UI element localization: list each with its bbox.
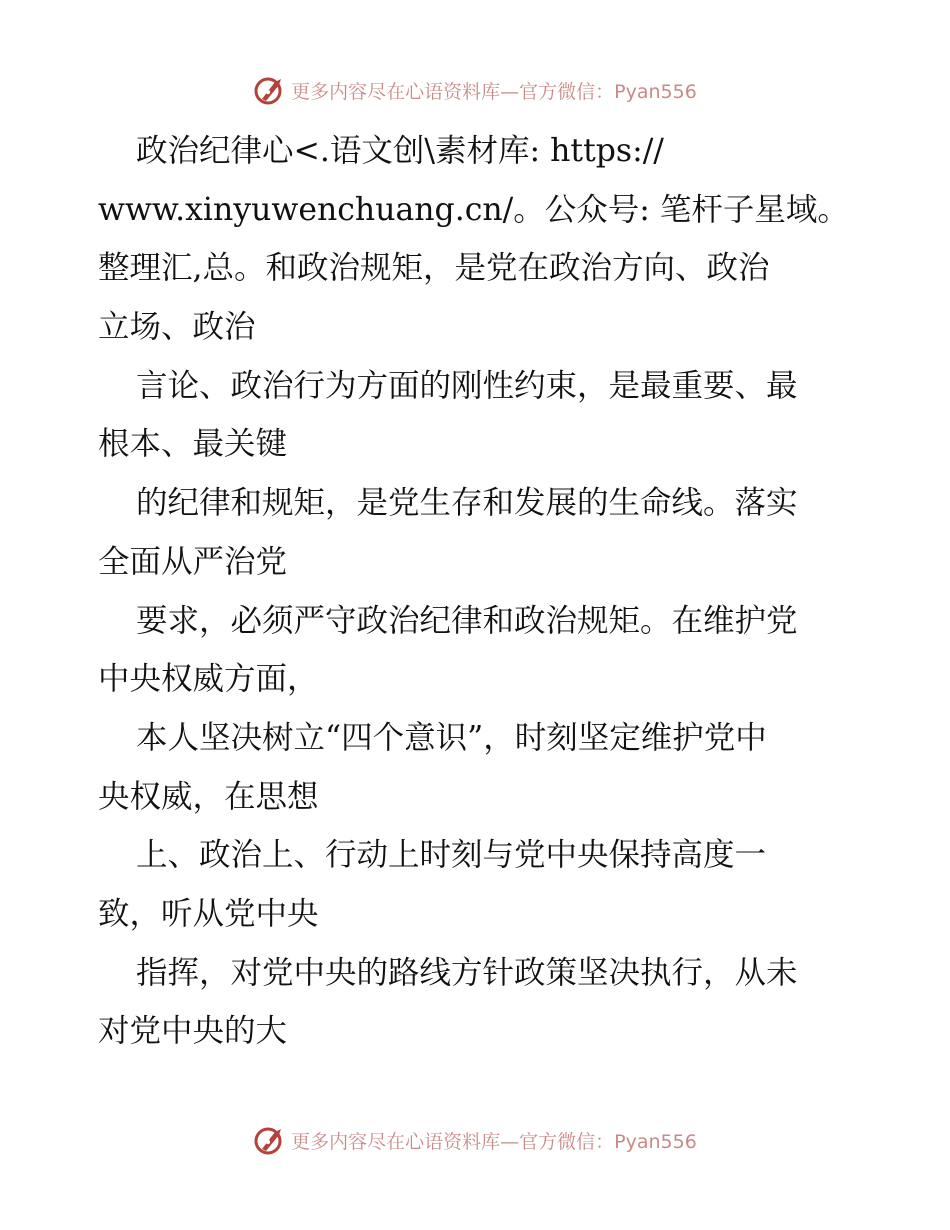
body-line: 对党中央的大 [98, 1013, 288, 1050]
body-line: 上、政治上、行动上时刻与党中央保持高度一 [136, 837, 767, 874]
body-line: 央权威，在思想 [98, 778, 319, 815]
pen-nib-circle-icon [253, 1123, 287, 1157]
footer-wechat-id: Pyan556 [614, 1130, 697, 1153]
header-banner [0, 70, 950, 110]
body-line: 中央权威方面， [98, 661, 319, 698]
body-line: 致，听从党中央 [98, 895, 319, 932]
header-wechat-id: Pyan556 [614, 80, 697, 103]
body-line: 的纪律和规矩，是党生存和发展的生命线。落实 [136, 485, 798, 522]
document-body [98, 122, 868, 1061]
pen-nib-circle-icon [253, 73, 287, 107]
footer-banner [0, 1120, 950, 1160]
body-line: 要求，必须严守政治纪律和政治规矩。在维护党 [136, 602, 798, 639]
body-line: 指挥，对党中央的路线方针政策坚决执行，从未 [136, 954, 798, 991]
body-line: 政治纪律心<.语文创\素材库: https:// [136, 133, 664, 169]
body-line: www.xinyuwenchuang.cn/。公众号: 笔杆子星域。 [98, 191, 849, 228]
body-line: 整理汇,总。和政治规矩，是党在政治方向、政治 [98, 250, 770, 287]
body-line: 根本、最关键 [98, 426, 288, 463]
body-line: 全面从严治党 [98, 543, 288, 580]
body-line: 立场、政治 [98, 309, 256, 346]
header-banner-text: 更多内容尽在心语资料库—官方微信：Pyan556 [291, 80, 697, 103]
footer-banner-text: 更多内容尽在心语资料库—官方微信：Pyan556 [291, 1130, 697, 1153]
body-line: 言论、政治行为方面的刚性约束，是最重要、最 [136, 367, 798, 404]
body-line: 本人坚决树立“四个意识”，时刻坚定维护党中 [136, 719, 767, 756]
